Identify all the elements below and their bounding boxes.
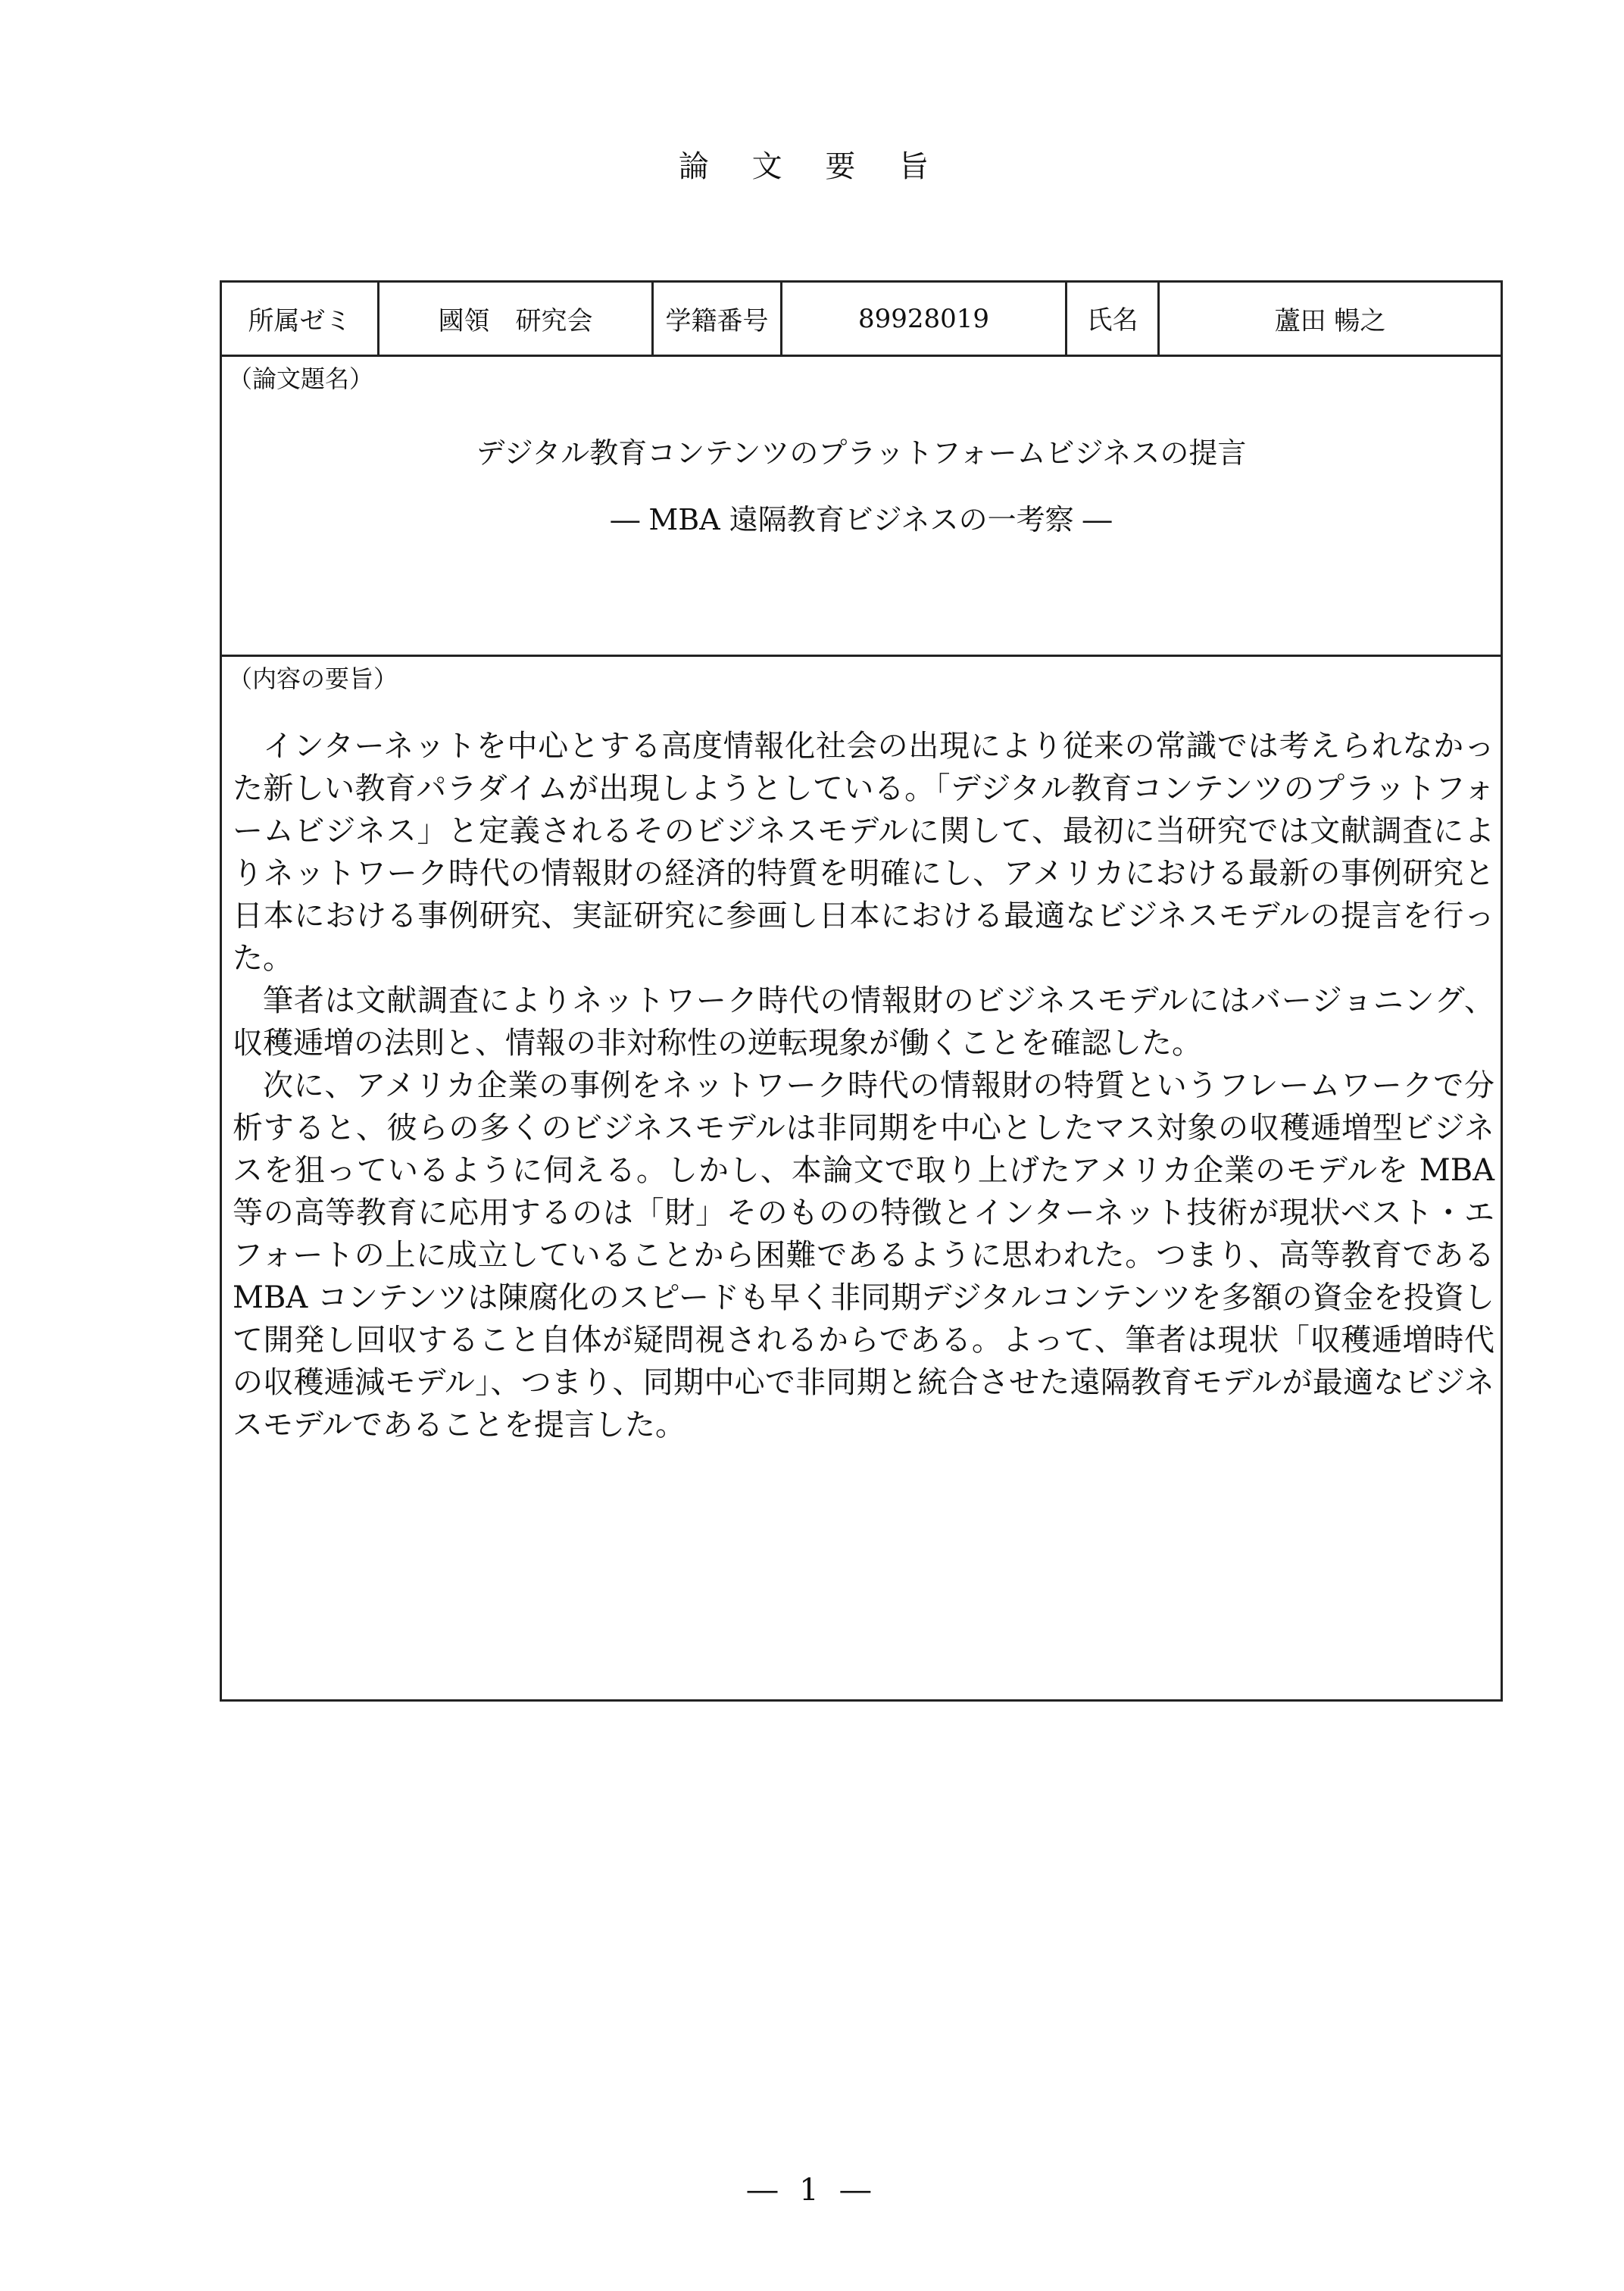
seminar-value: 國領 研究会: [379, 283, 654, 355]
summary-paragraph: 次に、アメリカ企業の事例をネットワーク時代の情報財の特質というフレームワークで分析すると、彼らの多くのビジネスモデルは非同期を中心としたマス対象の収穫逓増型ビジネスを狙っているように伺える。しかし、本論文で取り上げたアメリカ企業のモデルを MBA 等の高等教育に応用するのは「財」そのものの特徴とインターネット技術が現状ベスト・エフォートの上に成立していることから困難であるように思われた。つまり、高等教育である MBA コンテンツは陳腐化のスピードも早く非同期デジタルコンテンツを多額の資金を投資して開発し回収すること自体が疑問視されるからである。よって、筆者は現状「収穫逓増時代の収穫逓減モデル」、つまり、同期中心で非同期と統合させた遠隔教育モデルが最適なビジネスモデルであることを提言した。: [233, 1068, 1494, 1442]
page-title: 論 文 要 旨: [678, 149, 946, 184]
seminar-label: 所属ゼミ: [222, 283, 379, 355]
page-number: ― 1 ―: [747, 2173, 877, 2208]
name-value: 蘆田 暢之: [1274, 306, 1386, 336]
student-id-value: 89928019: [782, 283, 1067, 355]
thesis-title: デジタル教育コンテンツのプラットフォームビジネスの提言: [476, 436, 1247, 470]
abstract-form: [220, 280, 1503, 1702]
summary-paragraph: インターネットを中心とする高度情報化社会の出現により従来の常識では考えられなかった新しい教育パラダイムが出現しようとしている。「デジタル教育コンテンツのプラットフォームビジネス」と定義されるそのビジネスモデルに関して、最初に当研究では文献調査によりネットワーク時代の情報財の経済的特質を明確にし、アメリカにおける最新の事例研究と日本における事例研究、実証研究に参画し日本における最適なビジネスモデルの提言を行った。: [233, 729, 1494, 976]
thesis-title-label: （論文題名）: [228, 364, 374, 393]
student-id-label: 学籍番号: [654, 283, 782, 355]
summary-paragraph: 筆者は文献調査によりネットワーク時代の情報財のビジネスモデルにはバージョニング、収穫逓増の法則と、情報の非対称性の逆転現象が働くことを確認した。: [233, 983, 1494, 1061]
thesis-title-section: [222, 357, 1501, 657]
info-row: [222, 283, 1501, 357]
name-label: 氏名: [1067, 283, 1160, 355]
thesis-subtitle: ― MBA 遠隔教育ビジネスの一考察 ―: [611, 503, 1112, 536]
summary-section: [222, 657, 1501, 1697]
summary-body: [233, 725, 1494, 1446]
summary-label: （内容の要旨）: [228, 664, 398, 693]
